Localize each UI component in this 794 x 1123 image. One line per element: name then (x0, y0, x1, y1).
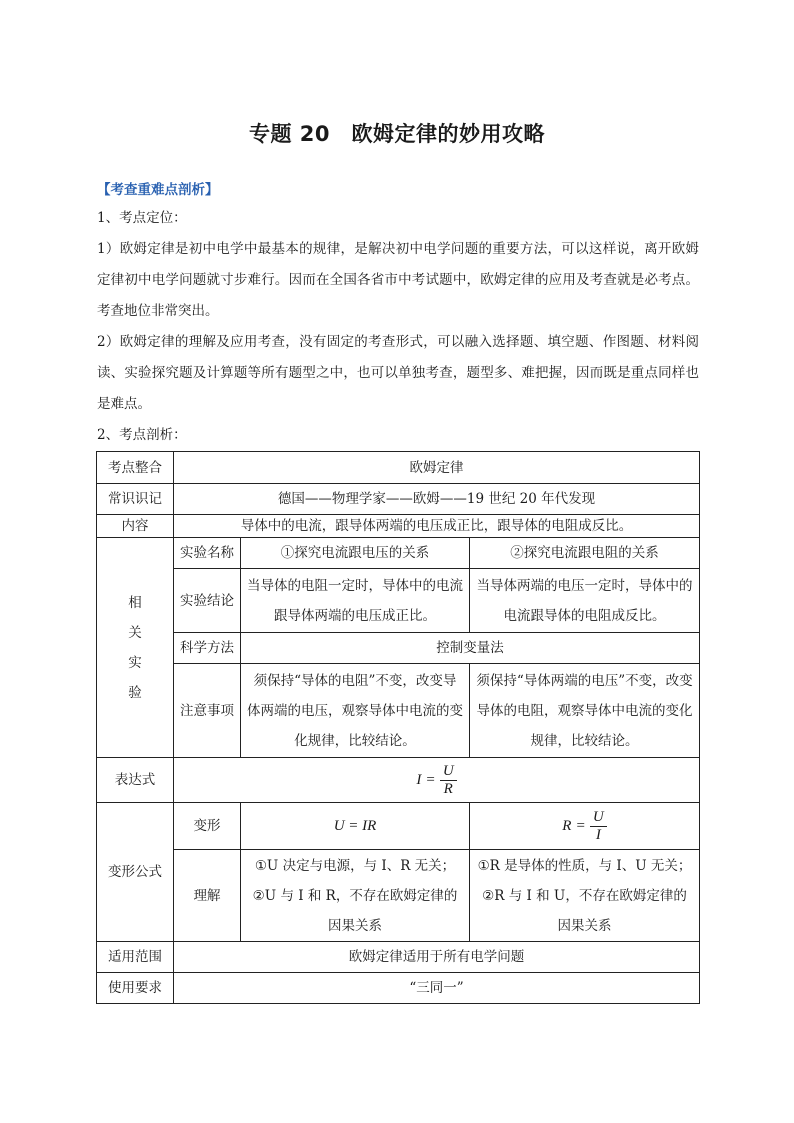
item-2-heading: 2、考点剖析： (97, 427, 187, 443)
understanding-1-line-1: ①U 决定与电源，与 I、R 无关； (254, 857, 456, 874)
understanding-2-line-2: ②R 与 I 和 U，不存在欧姆定律的因果关系 (482, 887, 687, 934)
paragraph-1: 1）欧姆定律是初中电学中最基本的规律，是解决初中电学问题的重要方法，可以这样说，离开欧姆定律初中电学问题就寸步难行。因而在全国各省市中考试题中，欧姆定律的应用及考查就是必考点。考查地位非常突出。 (97, 241, 699, 319)
content-value: 导体中的电流，跟导体两端的电压成正比，跟导体的电阻成反比。 (174, 515, 700, 538)
common-knowledge-value: 德国——物理学家——欧姆——19 世纪 20 年代发现 (174, 484, 700, 515)
knowledge-table (96, 451, 700, 1004)
expression-formula (174, 758, 700, 803)
expr-fraction (440, 763, 457, 798)
transform2-lhs: R (562, 818, 572, 834)
experiment-conclusion-2: 当导体两端的电压一定时，导体中的电流跟导体的电阻成反比。 (470, 569, 700, 633)
row-label-related-experiments (97, 538, 174, 758)
transform-formula-2 (470, 803, 700, 850)
understanding-1 (241, 850, 470, 942)
expr-numerator: U (440, 763, 457, 781)
transform2-fraction (590, 809, 607, 844)
paragraph-2: 2）欧姆定律的理解及应用考查，没有固定的考查形式，可以融入选择题、填空题、作图题、材料阅读、实验探究题及计算题等所有题型之中，也可以单独考查，题型多、难把握，因而既是重点同样也是难点。 (97, 334, 699, 412)
row-label-content: 内容 (97, 515, 174, 538)
scientific-method-value: 控制变量法 (241, 633, 700, 664)
precautions-2: 须保持“导体两端的电压”不变，改变导体的电阻，观察导体中电流的变化规律，比较结论。 (470, 664, 700, 758)
row-label-common-knowledge: 常识识记 (97, 484, 174, 515)
label-understanding: 理解 (174, 850, 241, 942)
transform-formula-1: U = IR (241, 803, 470, 850)
usage-value: “三同一” (174, 973, 700, 1004)
label-scientific-method: 科学方法 (174, 633, 241, 664)
row-label-summary: 考点整合 (97, 452, 174, 484)
label-transform: 变形 (174, 803, 241, 850)
expr-eq: = (426, 772, 435, 788)
label-precautions: 注意事项 (174, 664, 241, 758)
section-heading: 【考查重难点剖析】 (97, 182, 219, 198)
precautions-1: 须保持“导体的电阻”不变，改变导体两端的电压，观察导体中电流的变化规律，比较结论。 (241, 664, 470, 758)
item-1-heading: 1、考点定位： (97, 210, 187, 226)
understanding-2 (470, 850, 700, 942)
transform2-denominator: I (595, 826, 601, 843)
transform2-numerator: U (590, 809, 607, 827)
row-label-expression: 表达式 (97, 758, 174, 803)
understanding-2-line-1: ①R 是导体的性质，与 I、U 无关； (477, 857, 692, 874)
experiment-conclusion-1: 当导体的电阻一定时，导体中的电流跟导体两端的电压成正比。 (241, 569, 470, 633)
row-label-scope: 适用范围 (97, 942, 174, 973)
row-label-usage: 使用要求 (97, 973, 174, 1004)
group-char: 关 (128, 624, 142, 641)
understanding-1-line-2: ②U 与 I 和 R，不存在欧姆定律的因果关系 (252, 887, 458, 934)
page-title: 专题 20 欧姆定律的妙用攻略 (248, 122, 546, 146)
expr-denominator: R (443, 780, 453, 797)
group-char: 验 (128, 684, 142, 701)
label-experiment-conclusion: 实验结论 (174, 569, 241, 633)
label-experiment-name: 实验名称 (174, 538, 241, 569)
scope-value: 欧姆定律适用于所有电学问题 (174, 942, 700, 973)
summary-value: 欧姆定律 (174, 452, 700, 484)
experiment-name-2: ②探究电流跟电阻的关系 (470, 538, 700, 569)
group-char: 相 (128, 594, 142, 611)
transform2-eq: = (576, 818, 585, 834)
expr-lhs: I (416, 772, 422, 788)
experiment-name-1: ①探究电流跟电压的关系 (241, 538, 470, 569)
row-label-transformed-formula: 变形公式 (97, 803, 174, 942)
group-char: 实 (128, 654, 142, 671)
